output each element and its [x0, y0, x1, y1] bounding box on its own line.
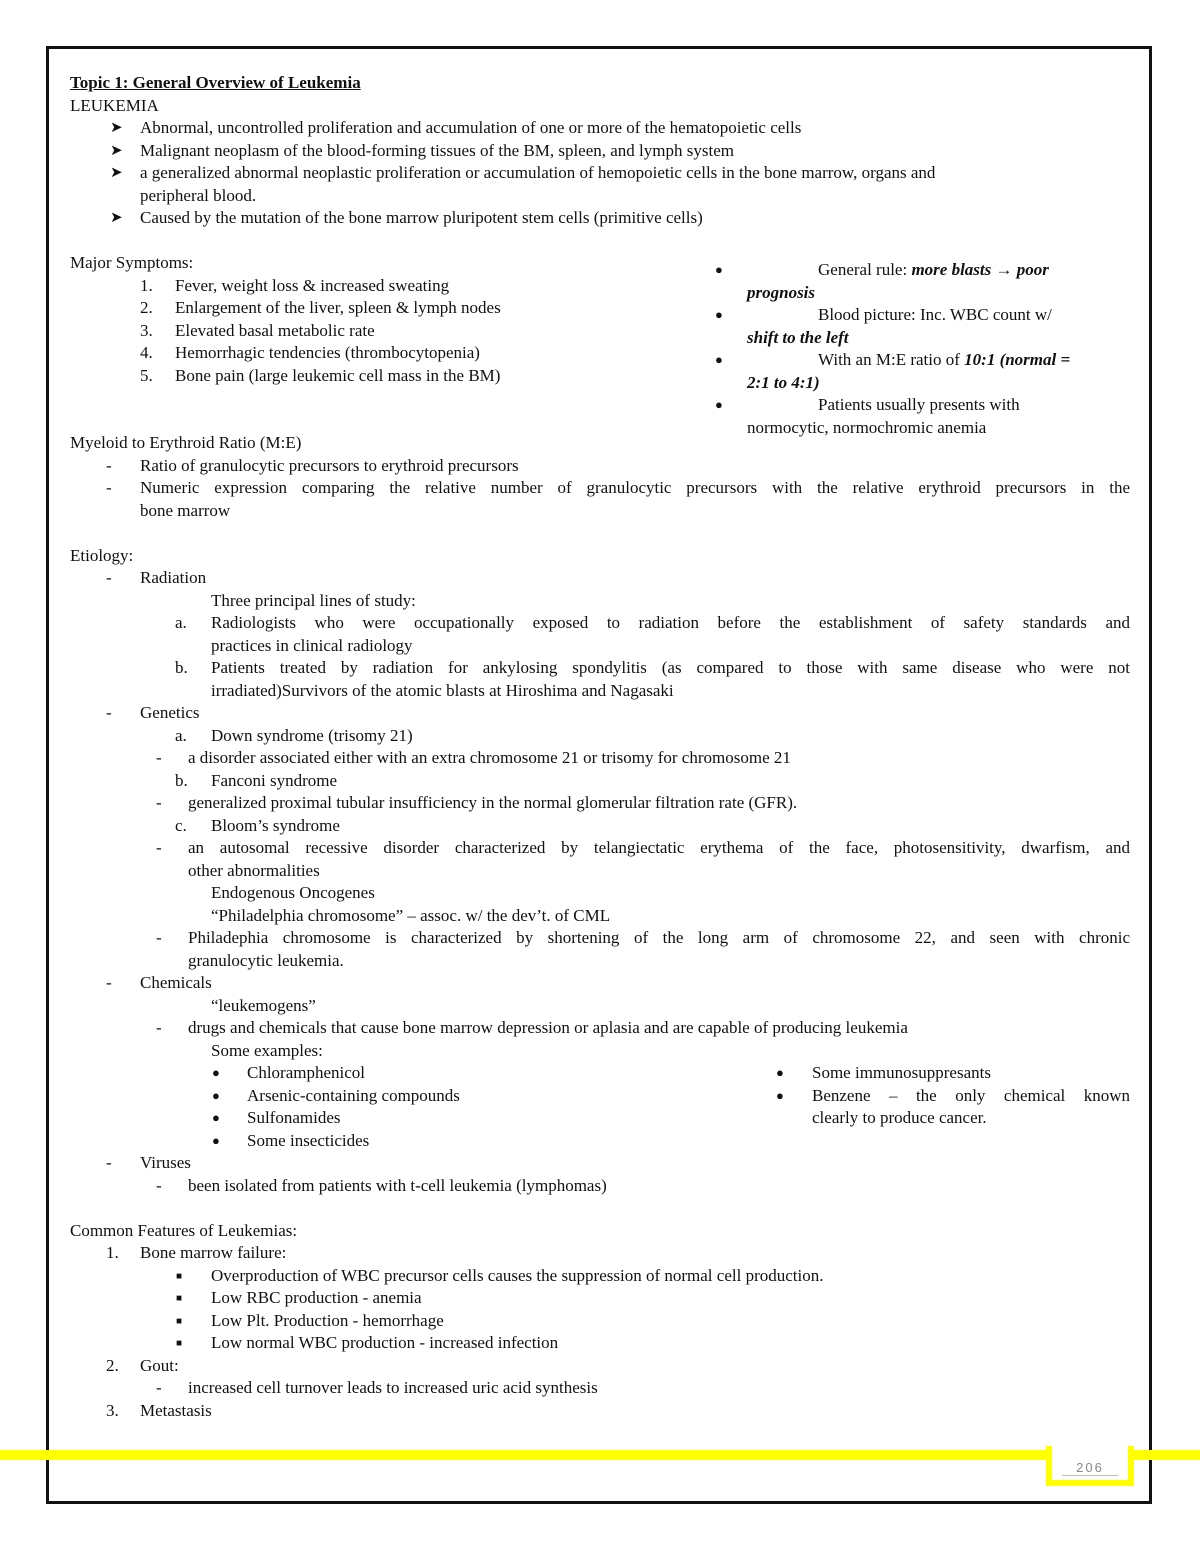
- list-item: - Genetics: [106, 703, 200, 722]
- list-item: - been isolated from patients with t-cell leukemia (lymphomas): [156, 1175, 607, 1195]
- arrow-bullet-icon: ➤: [110, 120, 123, 136]
- list-item: - increased cell turnover leads to increased uric acid synthesis: [156, 1378, 598, 1397]
- bullet-icon: ●: [212, 1132, 220, 1148]
- list-item: ■ Low RBC production - anemia: [70, 1287, 1130, 1310]
- leukemia-title: LEUKEMIA: [70, 95, 159, 115]
- bullet-icon: ●: [776, 1065, 784, 1080]
- list-item: a. Down syndrome (trisomy 21): [175, 725, 413, 745]
- list-item: - Philadephia chromosome is characterized by shortening of the long arm of chromosome 22, and seen with chronic: [156, 928, 1130, 947]
- list-item: 1. Bone marrow failure:: [106, 1243, 287, 1262]
- list-item: - drugs and chemicals that cause bone marrow depression or aplasia and are capable of producing leukemia: [156, 1018, 908, 1037]
- list-item: ➤ Malignant neoplasm of the blood-forming tissues of the BM, spleen, and lymph system: [70, 140, 1130, 163]
- arrow-bullet-icon: ➤: [110, 210, 123, 226]
- common-features-title: Common Features of Leukemias:: [70, 1220, 298, 1240]
- list-item: ● Some immunosuppresants: [776, 1062, 1130, 1085]
- list-item: 3. Metastasis: [106, 1400, 212, 1420]
- bullet-icon: ●: [212, 1110, 220, 1125]
- list-item: ■ Low Plt. Production - hemorrhage: [70, 1310, 1130, 1333]
- arrow-bullet-icon: ➤: [110, 142, 123, 159]
- list-item: b. Patients treated by radiation for ankylosing spondylitis (as compared to those with same disease who were not: [175, 658, 1130, 677]
- examples-section: [70, 1062, 1130, 1152]
- list-item: 1. Fever, weight loss & increased sweating: [140, 275, 450, 295]
- list-item: ■ Overproduction of WBC precursor cells causes the suppression of normal cell production.: [70, 1265, 1130, 1288]
- list-item: - Numeric expression comparing the relative number of granulocytic precursors with the relative erythroid precursors in the: [106, 478, 1130, 497]
- bullet-icon: ●: [212, 1087, 220, 1103]
- list-item: 5. Bone pain (large leukemic cell mass in the BM): [140, 365, 501, 385]
- bullet-icon: ●: [715, 307, 723, 322]
- square-bullet-icon: ■: [176, 1338, 183, 1349]
- square-bullet-icon: ■: [176, 1315, 183, 1327]
- list-item-continuation: peripheral blood.: [140, 185, 257, 205]
- list-item: ● Chloramphenicol: [70, 1062, 1130, 1085]
- document-body: Topic 1: General Overview of Leukemia LEUKEMIA ➤ Abnormal, uncontrolled proliferation and accumulation of one or more of the hematopoietic cells ➤ Malignant neoplasm of the blood-forming tissues of the BM, spleen, and lymph system ➤ a generalized abnormal neoplastic proliferation or accumulation of hemopoietic cells in the bone marrow, organs and peripheral blood. ➤ Caused by the mutation of the bone marrow pluripotent stem cells (primitive cells) Major Symptoms: 1. Fever, weight loss & increased sweating 2. Enlargement of the liver, spleen & lymph nodes 3. Elevated basal metabolic rate 4. Hemorrhagic tendencies (thrombocytopenia) 5. Bone pain (large leukemic cell mass in the BM) ● General rule: more blasts → poor prognosis ● Blood picture: Inc. WBC count w/ shift to the left ● With an M:E ratio of 10:1 (normal = 2:1 to 4:1) ● Patients usually presents with normocytic, normochromic anemia Myeloid to Erythroid Ratio (M:E) - Ratio of granulocytic precursors to erythroid precursors - Numeric expression comparing the relative number of granulocytic precursors with the relative erythroid precursors in the bone marrow Etiology: - Radiation Three principal lines of study: a. Radiologists who were occupationally exposed to radiation before the establishment of safety standards and practices in clinical radiology b. Patients treated by radiation for ankylosing spondylitis (as compared to those with same disease who were not irradiated)Survivors of the atomic blasts at Hiroshima and Nagasaki - Genetics a. Down syndrome (trisomy 21) - a disorder associated either with an extra chromosome 21 or trisomy for chromosome 21 b. Fanconi syndrome - generalized proximal tubular insufficiency in the normal glomerular filtration rate (GFR). c. Bloom’s syndrome - an autosomal recessive disorder characterized by telangiectatic erythema of the face, photosensitivity, dwarfism, and other abnormalities Endogenous Oncogenes “Philadelphia chromosome” – assoc. w/ the dev’t. of CML - Philadephia chromosome is characterized by shortening of the long arm of chromosome 22, and seen with chronic granulocytic leukemia. - Chemicals “leukemogens” - drugs and chemicals that cause bone marrow depression or aplasia and are capable of producing leukemia Some examples: ● Chloramphenicol ● Arsenic-containing compounds ● Sulfonamides ● Some insecticides ● Some immunosuppresants ● Benzene – the only chemical known clearly to produce cancer. - Viruses - been isolated from patients with t-cell leukemia (lymphomas) Common Features of Leukemias: 1. Bone marrow failure: ■ Overproduction of WBC precursor cells causes the suppression of normal cell production. ■ Low RBC production - anemia ■ Low Plt. Production - hemorrhage ■ Low normal WBC production - increased infection 2. Gout: - increased cell turnover leads to increased uric acid synthesis 3. Metastasis: [70, 72, 1130, 1422]
- list-item: a. Radiologists who were occupationally exposed to radiation before the establishment of safety standards and: [175, 613, 1130, 632]
- list-item: - a disorder associated either with an extra chromosome 21 or trisomy for chromosome 21: [156, 748, 791, 767]
- arrow-bullet-icon: ➤: [110, 165, 123, 181]
- list-item: ● Some insecticides: [70, 1130, 1130, 1153]
- square-bullet-icon: ■: [176, 1293, 183, 1304]
- symptoms-title: Major Symptoms:: [70, 253, 194, 272]
- list-item: 2. Enlargement of the liver, spleen & lymph nodes: [140, 298, 501, 317]
- etiology-title: Etiology:: [70, 545, 134, 565]
- bullet-icon: ●: [715, 397, 723, 412]
- list-item: - Viruses: [106, 1153, 191, 1172]
- list-item: - an autosomal recessive disorder characterized by telangiectatic erythema of the face, photosensitivity, dwarfism, and: [156, 838, 1130, 857]
- page-number: 206: [1062, 1460, 1118, 1476]
- list-item: - Ratio of granulocytic precursors to erythroid precursors: [106, 455, 519, 475]
- list-item: - generalized proximal tubular insufficiency in the normal glomerular filtration rate (GFR).: [156, 793, 798, 812]
- list-item: ➤ Abnormal, uncontrolled proliferation and accumulation of one or more of the hematopoietic cells: [70, 117, 1130, 140]
- examples-right: ● Some immunosuppresants ● Benzene – the only chemical known clearly to produce cancer.: [776, 1063, 1130, 1127]
- list-item: ● Arsenic-containing compounds: [70, 1085, 1130, 1108]
- list-item: 4. Hemorrhagic tendencies (thrombocytopenia): [140, 343, 480, 362]
- bullet-icon: ●: [776, 1087, 784, 1103]
- symptoms-section: [70, 252, 1130, 437]
- topic-heading: Topic 1: General Overview of Leukemia: [70, 73, 361, 92]
- me-ratio-title: Myeloid to Erythroid Ratio (M:E): [70, 433, 302, 452]
- list-item: c. Bloom’s syndrome: [175, 815, 340, 835]
- bullet-icon: ●: [212, 1065, 220, 1080]
- square-bullet-icon: ■: [176, 1270, 183, 1282]
- symptoms-notes: ● General rule: more blasts → poor prognosis ● Blood picture: Inc. WBC count w/ shift to the left ● With an M:E ratio of 10:1 (normal = 2:1 to 4:1) ● Patients usually presents with normocytic, normochromic anemia: [715, 260, 1071, 437]
- list-item: - Chemicals: [106, 973, 212, 992]
- footer-accent-bar: [0, 1450, 1200, 1460]
- list-item: 3. Elevated basal metabolic rate: [140, 320, 375, 340]
- list-item: ■ Low normal WBC production - increased infection: [70, 1332, 1130, 1355]
- list-item: 2. Gout:: [106, 1355, 179, 1375]
- list-item: - Radiation: [106, 568, 207, 587]
- list-item: b. Fanconi syndrome: [175, 770, 338, 790]
- list-item: ➤ a generalized abnormal neoplastic proliferation or accumulation of hemopoietic cells in the bone marrow, organs and: [70, 162, 1130, 185]
- list-item: ● Benzene – the only chemical known: [776, 1085, 1130, 1108]
- bullet-icon: ●: [715, 352, 723, 367]
- list-item: ● Sulfonamides: [70, 1107, 1130, 1130]
- bullet-icon: ●: [715, 262, 723, 277]
- list-item: ➤ Caused by the mutation of the bone marrow pluripotent stem cells (primitive cells): [70, 207, 1130, 230]
